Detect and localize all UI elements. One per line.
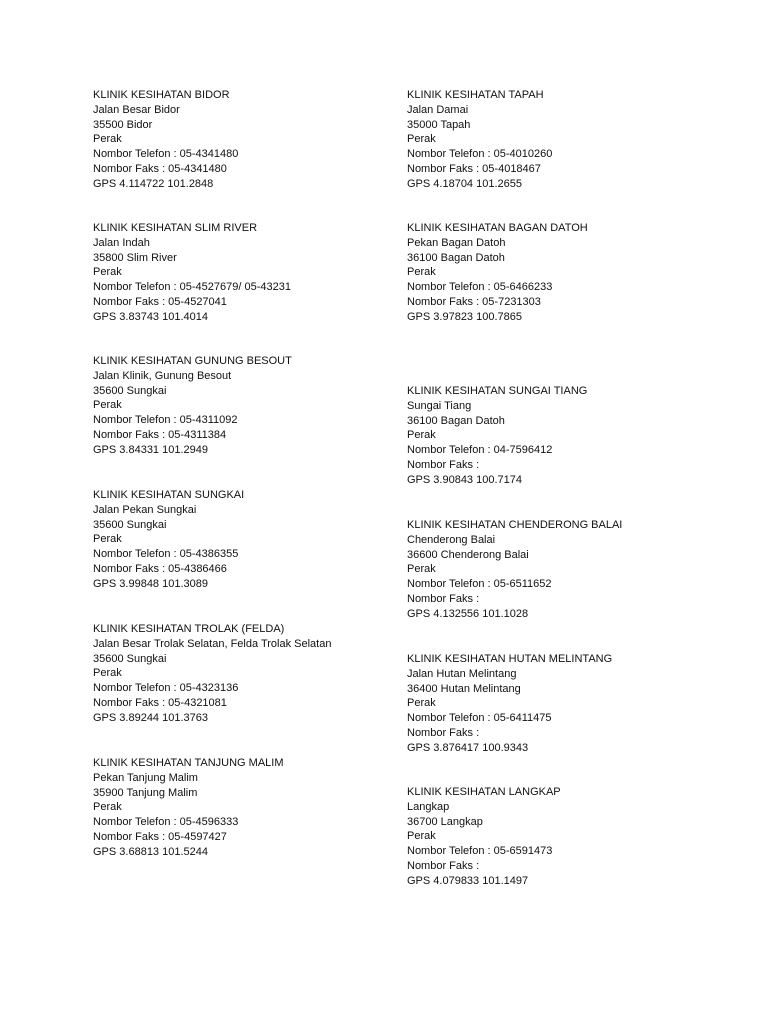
clinic-postcode: 35900 Tanjung Malim (93, 786, 198, 799)
clinic-postcode: 36700 Langkap (407, 815, 483, 828)
clinic-telephone: Nombor Telefon : 05-4596333 (93, 816, 239, 829)
clinic-address: Pekan Tanjung Malim (93, 771, 198, 784)
clinic-state: Perak (407, 830, 436, 843)
clinic-entry-langkap (407, 785, 561, 889)
clinic-address: Langkap (407, 800, 450, 813)
clinic-entry-tapah (407, 88, 552, 192)
clinic-state: Perak (93, 533, 122, 546)
clinic-fax: Nombor Faks : 05-4018467 (407, 162, 541, 175)
clinic-state: Perak (93, 133, 122, 146)
clinic-gps: GPS 3.83743 101.4014 (93, 310, 208, 323)
clinic-address: Jalan Besar Trolak Selatan, Felda Trolak Selatan (93, 637, 332, 650)
clinic-telephone: Nombor Telefon : 05-6466233 (407, 281, 553, 294)
clinic-telephone: Nombor Telefon : 05-6511652 (407, 578, 552, 591)
clinic-fax: Nombor Faks : (407, 726, 480, 739)
clinic-gps: GPS 4.114722 101.2848 (93, 177, 214, 190)
clinic-telephone: Nombor Telefon : 05-4311092 (93, 414, 238, 427)
clinic-state: Perak (407, 429, 436, 442)
clinic-entry-slim-river (93, 221, 291, 325)
clinic-name: KLINIK KESIHATAN BIDOR (93, 89, 230, 101)
clinic-name: KLINIK KESIHATAN TAPAH (407, 89, 544, 101)
clinic-gps: GPS 4.132556 101.1028 (407, 607, 529, 620)
clinic-name: KLINIK KESIHATAN SLIM RIVER (93, 222, 258, 234)
clinic-state: Perak (93, 667, 122, 680)
clinic-name: KLINIK KESIHATAN BAGAN DATOH (407, 222, 588, 234)
clinic-telephone: Nombor Telefon : 05-6411475 (407, 712, 552, 725)
clinic-name: KLINIK KESIHATAN TANJUNG MALIM (93, 757, 284, 769)
clinic-telephone: Nombor Telefon : 05-4010260 (407, 148, 553, 161)
clinic-entry-bidor (93, 88, 238, 192)
clinic-entry-gunung-besout (93, 354, 292, 458)
clinic-fax: Nombor Faks : 05-4597427 (93, 830, 227, 843)
clinic-state: Perak (407, 563, 436, 576)
clinic-gps: GPS 3.876417 100.9343 (407, 741, 529, 754)
clinic-gps: GPS 3.97823 100.7865 (407, 310, 522, 323)
clinic-entry-trolak (93, 622, 331, 726)
clinic-postcode: 36100 Bagan Datoh (407, 251, 505, 264)
clinic-state: Perak (93, 399, 122, 412)
clinic-postcode: 35800 Slim River (93, 251, 177, 264)
clinic-name: KLINIK KESIHATAN CHENDERONG BALAI (407, 519, 623, 531)
clinic-address: Jalan Klinik, Gunung Besout (93, 369, 232, 382)
clinic-entry-sungai-tiang (407, 384, 587, 488)
clinic-telephone: Nombor Telefon : 04-7596412 (407, 444, 553, 457)
clinic-postcode: 36400 Hutan Melintang (407, 682, 521, 695)
clinic-state: Perak (407, 697, 436, 710)
clinic-fax: Nombor Faks : (407, 458, 480, 471)
clinic-fax: Nombor Faks : 05-4321081 (93, 696, 227, 709)
clinic-telephone: Nombor Telefon : 05-6591473 (407, 845, 553, 858)
clinic-address: Jalan Damai (407, 103, 469, 116)
clinic-gps: GPS 4.18704 101.2655 (407, 177, 522, 190)
clinic-entry-chenderong-balai (407, 518, 622, 622)
clinic-gps: GPS 4.079833 101.1497 (407, 874, 529, 887)
clinic-gps: GPS 3.89244 101.3763 (93, 711, 208, 724)
clinic-telephone: Nombor Telefon : 05-4341480 (93, 148, 239, 161)
clinic-postcode: 35600 Sungkai (93, 652, 167, 665)
clinic-gps: GPS 3.90843 100.7174 (407, 473, 522, 486)
clinic-entry-bagan-datoh (407, 221, 588, 325)
clinic-name: KLINIK KESIHATAN SUNGAI TIANG (407, 385, 588, 397)
clinic-fax: Nombor Faks : 05-7231303 (407, 295, 541, 308)
clinic-postcode: 35000 Tapah (407, 118, 471, 131)
clinic-fax: Nombor Faks : 05-4311384 (93, 428, 227, 441)
clinic-fax: Nombor Faks : (407, 592, 480, 605)
clinic-name: KLINIK KESIHATAN TROLAK (FELDA) (93, 623, 285, 635)
clinic-postcode: 35600 Sungkai (93, 384, 167, 397)
clinic-name: KLINIK KESIHATAN SUNGKAI (93, 489, 245, 501)
clinic-fax: Nombor Faks : 05-4386466 (93, 562, 227, 575)
clinic-postcode: 35600 Sungkai (93, 518, 167, 531)
clinic-postcode: 35500 Bidor (93, 118, 153, 131)
clinic-address: Chenderong Balai (407, 533, 496, 546)
clinic-address: Sungai Tiang (407, 399, 472, 412)
clinic-gps: GPS 3.84331 101.2949 (93, 443, 208, 456)
clinic-state: Perak (93, 801, 122, 814)
clinic-state: Perak (407, 133, 436, 146)
clinic-telephone: Nombor Telefon : 05-4323136 (93, 682, 239, 695)
clinic-fax: Nombor Faks : (407, 859, 480, 872)
clinic-state: Perak (93, 266, 122, 279)
clinic-name: KLINIK KESIHATAN LANGKAP (407, 786, 561, 798)
clinic-telephone: Nombor Telefon : 05-4386355 (93, 548, 239, 561)
clinic-postcode: 36600 Chenderong Balai (407, 548, 529, 561)
clinic-address: Jalan Indah (93, 236, 150, 249)
clinic-fax: Nombor Faks : 05-4527041 (93, 295, 227, 308)
clinic-entry-tanjung-malim (93, 756, 284, 860)
clinic-gps: GPS 3.99848 101.3089 (93, 577, 208, 590)
clinic-name: KLINIK KESIHATAN GUNUNG BESOUT (93, 355, 292, 367)
clinic-postcode: 36100 Bagan Datoh (407, 414, 505, 427)
clinic-fax: Nombor Faks : 05-4341480 (93, 162, 227, 175)
clinic-address: Pekan Bagan Datoh (407, 236, 506, 249)
clinic-address: Jalan Pekan Sungkai (93, 503, 197, 516)
clinic-name: KLINIK KESIHATAN HUTAN MELINTANG (407, 653, 613, 665)
clinic-address: Jalan Hutan Melintang (407, 667, 517, 680)
clinic-telephone: Nombor Telefon : 05-4527679/ 05-43231 (93, 281, 291, 294)
clinic-state: Perak (407, 266, 436, 279)
clinic-address: Jalan Besar Bidor (93, 103, 180, 116)
clinic-entry-hutan-melintang (407, 652, 612, 756)
clinic-gps: GPS 3.68813 101.5244 (93, 845, 208, 858)
clinic-entry-sungkai (93, 488, 244, 592)
